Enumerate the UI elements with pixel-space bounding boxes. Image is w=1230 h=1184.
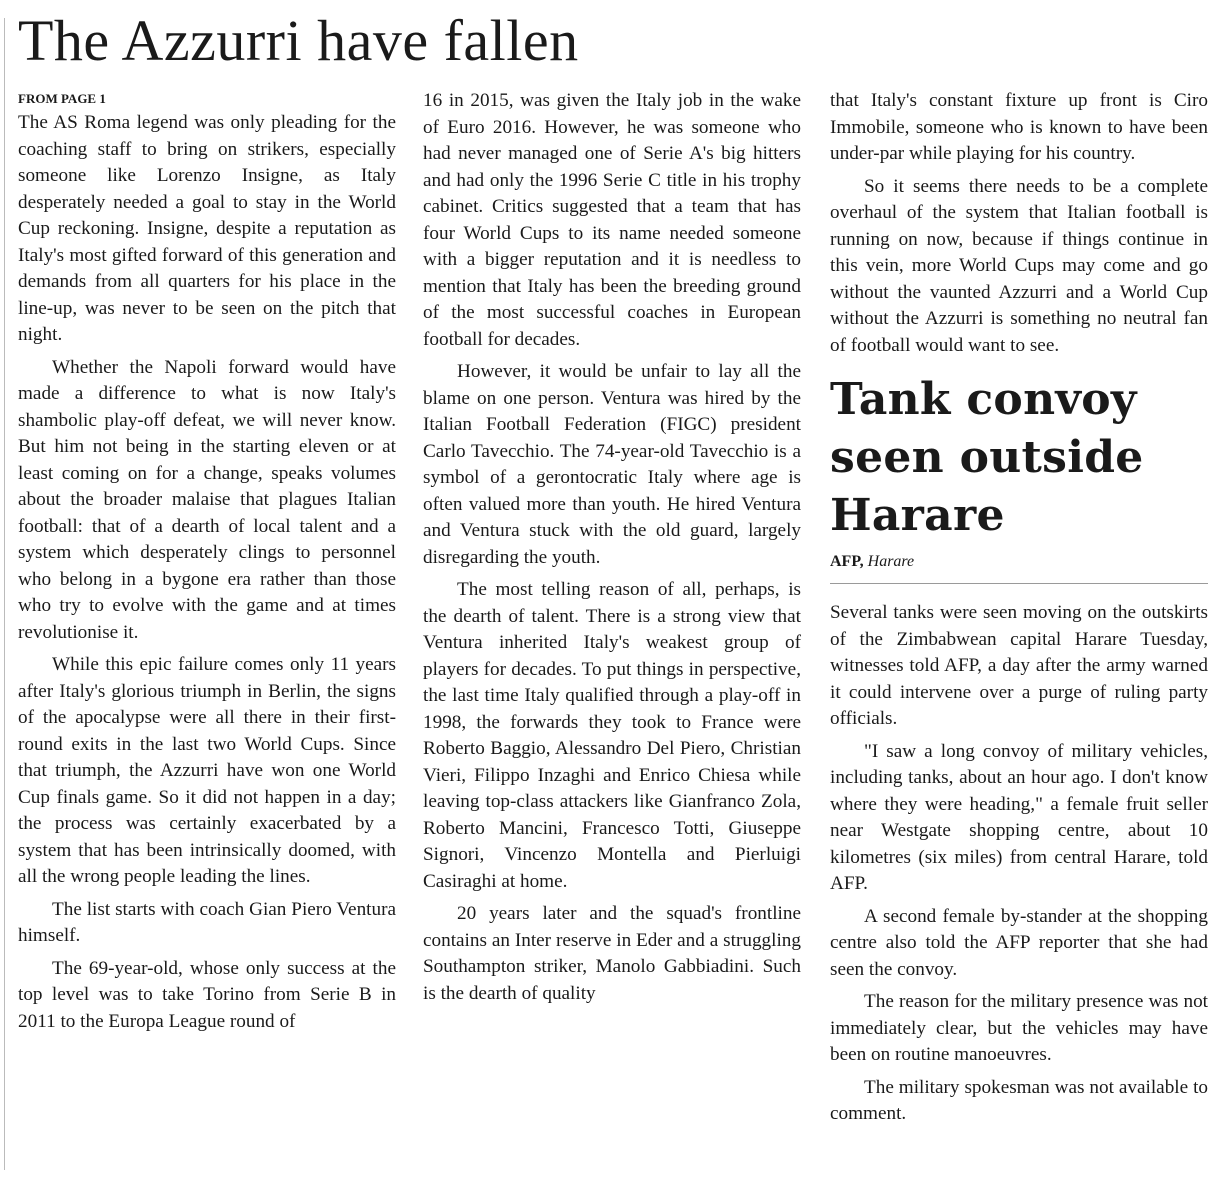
kicker-from-page: FROM PAGE 1 — [18, 91, 106, 106]
article-paragraph: The 69-year-old, whose only success at the top level was to take Torino from Serie B in 2011 to the Europa League round of — [18, 957, 396, 1032]
article-column-3 — [830, 88, 1208, 1134]
article-paragraph: Whether the Napoli forward would have made a difference to what is now Italy's shambolic play-off defeat, we will never know. But him not being in the starting eleven or at least coming on for a change, speaks volumes about the broader malaise that plagues Italian football: that of a dearth of local talent and a system which desperately clings to personnel who belong in a bygone era rather than those who try to evolve with the game and at times revolutionise it. — [18, 356, 396, 643]
side-story-paragraph: The reason for the military presence was not immediately clear, but the vehicles may have been on routine manoeuvres. — [830, 991, 1208, 1065]
side-story-headline: Tank convoy seen outside Harare — [830, 374, 1144, 541]
article-paragraph: 16 in 2015, was given the Italy job in the wake of Euro 2016. However, he was someone who had never managed one of Serie A's big hitters and had only the 1996 Serie C title in his trophy cabinet. Critics suggested that a team that has four World Cups to its name needed someone with a bigger reputation and it is needless to mention that Italy has been the breeding ground of the most successful coaches in European football for decades. — [423, 90, 801, 350]
byline-agency: AFP, — [830, 553, 864, 570]
article-paragraph: The AS Roma legend was only pleading for the coaching staff to bring on strikers, especially someone like Lorenzo Insigne, as Italy desperately needed a goal to stay in the World Cup reckoning. Insigne, despite a reputation as Italy's most gifted forward of this generation and demands from all quarters for his place in the line-up, was never to be seen on the pitch that night. — [18, 112, 396, 345]
side-story-paragraph: Several tanks were seen moving on the outskirts of the Zimbabwean capital Harare Tuesday, witnesses told AFP, a day after the army warned it could intervene over a purge of ruling party officials. — [830, 602, 1208, 729]
article-column-1 — [18, 110, 396, 1041]
article-headline: The Azzurri have fallen — [18, 8, 579, 73]
byline-divider — [830, 583, 1208, 584]
side-story-paragraph: The military spokesman was not available to comment. — [830, 1076, 1208, 1124]
side-story-byline — [830, 551, 1208, 573]
byline-place: Harare — [867, 553, 915, 570]
article-column-2 — [423, 88, 801, 1013]
article-paragraph: 20 years later and the squad's frontline contains an Inter reserve in Eder and a struggling Southampton striker, Manolo Gabbiadini. Such is the dearth of quality — [423, 903, 801, 1004]
page-left-rule — [4, 18, 5, 1170]
article-paragraph: The most telling reason of all, perhaps, is the dearth of talent. There is a strong view that Ventura inherited Italy's weakest group of players for decades. To put things in perspective, the last time Italy qualified through a play-off in 1998, the forwards they took to France were Roberto Baggio, Alessandro Del Piero, Christian Vieri, Filippo Inzaghi and Enrico Chiesa while leaving top-class attackers like Gianfranco Zola, Roberto Mancini, Francesco Totti, Giuseppe Signori, Vincenzo Montella and Pierluigi Casiraghi at home. — [423, 579, 801, 892]
article-paragraph: that Italy's constant fixture up front is Ciro Immobile, someone who is known to have been under-par while playing for his country. — [830, 90, 1208, 164]
article-paragraph: The list starts with coach Gian Piero Ventura himself. — [18, 898, 396, 946]
article-paragraph: However, it would be unfair to lay all the blame on one person. Ventura was hired by the Italian Football Federation (FIGC) president Carlo Tavecchio. The 74-year-old Tavecchio is a symbol of a gerontocratic Italy where age is often valued more than youth. He hired Ventura and Ventura stuck with the old guard, largely disregarding the youth. — [423, 361, 801, 568]
side-story-paragraph: "I saw a long convoy of military vehicles, including tanks, about an hour ago. I don't know where they were heading," a female fruit seller near Westgate shopping centre, about 10 kilometres (six miles) from central Harare, told AFP. — [830, 740, 1208, 894]
article-paragraph: So it seems there needs to be a complete overhaul of the system that Italian football is running on now, because if things continue in this vein, more World Cups may come and go without the vaunted Azzurri and a World Cup without the Azzurri is something no neutral fan of football would want to see. — [830, 175, 1208, 356]
article-paragraph: While this epic failure comes only 11 years after Italy's glorious triumph in Berlin, the signs of the apocalypse were all there in their first-round exits in the last two World Cups. Since that triumph, the Azzurri have won one World Cup finals game. So it did not happen in a day; the process was certainly exacerbated by a system that has been intrinsically doomed, with all the wrong people leading the lines. — [18, 654, 396, 887]
side-story-paragraph: A second female by-stander at the shopping centre also told the AFP reporter that she had seen the convoy. — [830, 905, 1208, 980]
